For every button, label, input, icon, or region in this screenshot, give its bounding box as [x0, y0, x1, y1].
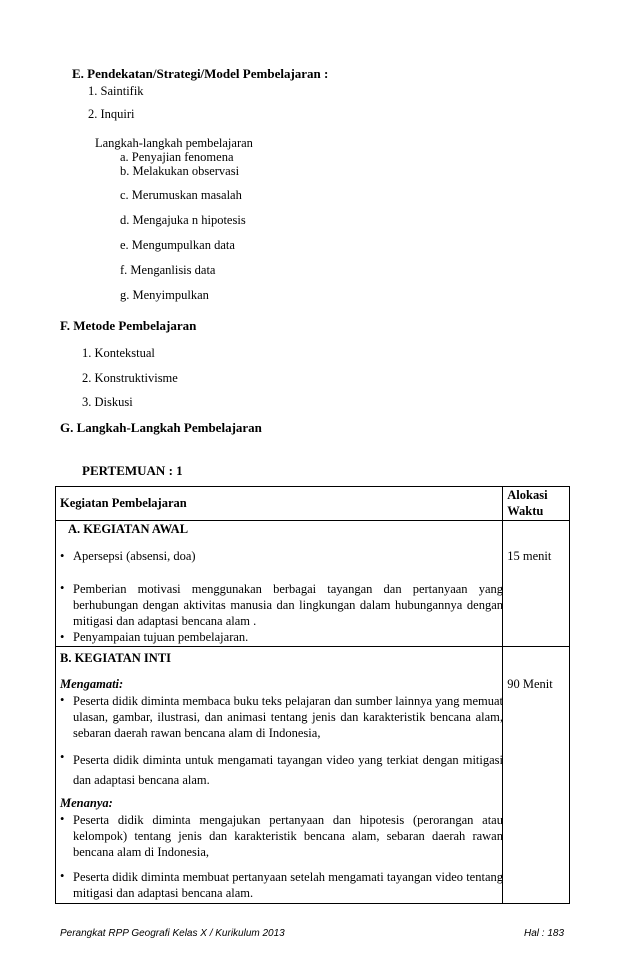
steps-title: Langkah-langkah pembelajaran [95, 136, 253, 150]
inti-time: 90 Menit [507, 677, 553, 691]
step-item: g. Menyimpulkan [120, 288, 209, 302]
table-row [56, 647, 570, 904]
table-row [56, 521, 570, 647]
step-item: a. Penyajian fenomena [120, 150, 234, 164]
approach-item: 1. Saintifik [88, 84, 144, 98]
inti-cell [56, 647, 503, 904]
section-g-heading: G. Langkah-Langkah Pembelajaran [60, 420, 262, 435]
inti-bullet-text: Peserta didik diminta untuk mengamati tayangan video yang terkiat dengan mitigasi dan adaptasi bencana alam. [73, 753, 503, 787]
header-time-line1: Alokasi [507, 488, 548, 502]
header-activity: Kegiatan Pembelajaran [60, 496, 187, 510]
inti-title: B. KEGIATAN INTI [60, 651, 172, 665]
header-activity-cell [56, 487, 503, 521]
step-item: c. Merumuskan masalah [120, 188, 242, 202]
awal-bullet-text: Penyampaian tujuan pembelajaran. [73, 630, 249, 644]
inti-bullet-text: Peserta didik diminta membuat pertanyaan setelah mengamati tayangan video tentang mitigasi dan adaptasi bencana alam. [73, 870, 503, 900]
table-header-row [56, 487, 570, 521]
bullet-icon: • [60, 581, 65, 595]
bullet-icon: • [60, 812, 65, 826]
awal-bullet-text: Pemberian motivasi menggunakan berbagai tayangan dan pertanyaan yang berhubungan dengan aktivitas manusia dan lingkungan dalam hubungannya dengan mitigasi dan adaptasi bencana alam . [73, 582, 503, 628]
bullet-icon: • [60, 869, 65, 883]
awal-time: 15 menit [507, 549, 552, 563]
step-item: e. Mengumpulkan data [120, 238, 235, 252]
method-item: 2. Konstruktivisme [82, 371, 178, 385]
method-item: 1. Kontekstual [82, 346, 155, 360]
bullet-icon: • [60, 630, 65, 644]
bullet-icon: • [60, 693, 65, 707]
meeting-label: PERTEMUAN : 1 [82, 463, 183, 478]
step-item: b. Melakukan observasi [120, 164, 240, 178]
step-item: f. Menganlisis data [120, 263, 216, 277]
awal-cell [56, 521, 503, 647]
inti-bullet-text: Peserta didik diminta membaca buku teks pelajaran dan sumber lainnya yang memuat ulasan, gambar, ilustrasi, dan animasi tentang jenis dan karakteristik bencana alam, sebaran daerah rawan bencana alam di Indonesia, [73, 694, 503, 740]
step-item: d. Mengajuka n hipotesis [120, 213, 246, 227]
section-f-heading: F. Metode Pembelajaran [60, 318, 197, 333]
mengamati-label: Mengamati: [60, 677, 124, 691]
awal-bullet-text: Apersepsi (absensi, doa) [73, 549, 196, 563]
inti-bullet-text: Peserta didik diminta mengajukan pertanyaan dan hipotesis (perorangan atau kelompok) tentang jenis dan karakteristik bencana alam, sebaran daerah rawan bencana alam di Indonesia, [73, 813, 503, 859]
awal-title: A. KEGIATAN AWAL [68, 522, 189, 536]
learning-activities-table [55, 486, 570, 904]
menanya-label: Menanya: [60, 796, 113, 810]
method-item: 3. Diskusi [82, 395, 133, 409]
awal-time-cell [503, 521, 570, 647]
inti-time-cell [503, 647, 570, 904]
page-number: Hal : 183 [524, 928, 565, 939]
header-time-line2: Waktu [507, 504, 544, 518]
approach-item: 2. Inquiri [88, 107, 135, 121]
header-time-cell [503, 487, 570, 521]
section-e-heading: E. Pendekatan/Strategi/Model Pembelajaran : [72, 66, 329, 81]
footer-title: Perangkat RPP Geografi Kelas X / Kurikulum 2013 [60, 928, 285, 939]
bullet-icon: • [60, 750, 65, 764]
bullet-icon: • [60, 549, 65, 563]
